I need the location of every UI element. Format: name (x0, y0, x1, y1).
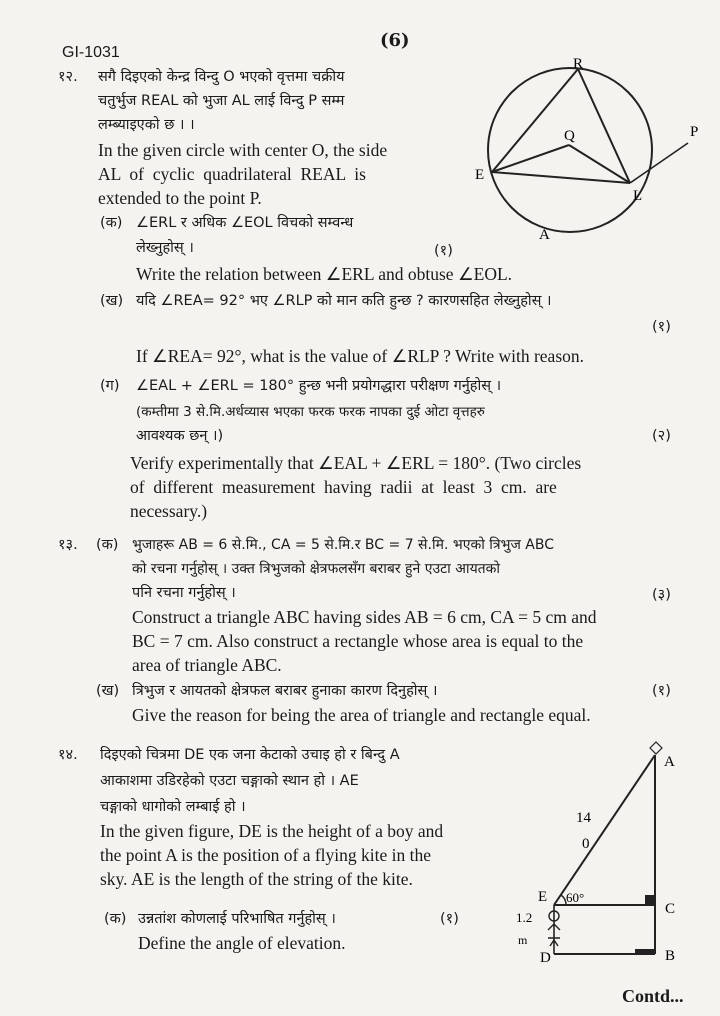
extension-lp (630, 143, 688, 183)
part-label: (ग) (100, 378, 120, 394)
label-b: B (665, 948, 676, 964)
paper-code: GI-1031 (62, 44, 120, 61)
marks: (१) (652, 683, 671, 699)
q13b-np: त्रिभुज र आयतको क्षेत्रफल बराबर हुनाका कारण दिनुहोस् । (132, 683, 438, 699)
q12b-np: यदि ∠REA= 92° भए ∠RLP को मान कति हुन्छ ? कारणसहित लेख्नुहोस् । (136, 293, 552, 309)
q12c-np: (कम्तीमा 3 से.मि.अर्धव्यास भएका फरक फरक नापका दुई ओटा वृत्तहरु (136, 404, 485, 420)
q12c-np: आवश्यक छन् ।) (136, 428, 224, 444)
q12-en-line: AL of cyclic quadrilateral REAL is (98, 164, 366, 184)
q13a-np: पनि रचना गर्नुहोस् । (132, 585, 236, 601)
label-angle: 60° (566, 890, 585, 905)
question-number: १३. (58, 537, 78, 553)
label-unit: m (518, 933, 528, 947)
label-length: 14 (576, 810, 591, 826)
label-a: A (664, 754, 675, 770)
q12c-en: Verify experimentally that ∠EAL + ∠ERL = 180°. (Two circles (130, 453, 582, 473)
q13a-en: area of triangle ABC. (132, 655, 282, 675)
q13b-en: Give the reason for being the area of triangle and rectangle equal. (132, 705, 591, 725)
kite-icon (650, 742, 662, 754)
q14-en: sky. AE is the length of the string of the kite. (100, 869, 413, 889)
part-label: (क) (96, 537, 119, 553)
marks: (१) (440, 911, 459, 927)
marks: (१) (434, 243, 453, 259)
marks: (२) (652, 428, 671, 444)
q12-en-line: In the given circle with center O, the side (98, 140, 388, 160)
label-r: R (573, 56, 584, 72)
question-number: १४. (58, 747, 78, 763)
label-d: D (540, 950, 551, 966)
part-label: (ख) (100, 293, 124, 309)
right-angle-b (635, 949, 655, 954)
marks: (३) (652, 587, 671, 603)
q14a-en: Define the angle of elevation. (138, 933, 346, 953)
q12-en-line: extended to the point P. (98, 188, 262, 208)
q14-np: चङ्गाको धागोको लम्बाई हो । (100, 799, 246, 815)
q12a-np: लेख्नुहोस् । (136, 240, 194, 256)
q12a-np: ∠ERL र अधिक ∠EOL विचको सम्वन्ध (136, 215, 354, 231)
q14a-np: उन्नतांश कोणलाई परिभाषित गर्नुहोस् । (138, 911, 336, 927)
label-c: C (665, 901, 676, 917)
q12a-en: Write the relation between ∠ERL and obtuse ∠EOL. (136, 264, 513, 284)
label-l: L (633, 188, 643, 204)
label-q: Q (564, 128, 575, 144)
q12b-en: If ∠REA= 92°, what is the value of ∠RLP ? Write with reason. (136, 346, 585, 366)
side-el (492, 172, 630, 183)
q12-np-line: चतुर्भुज REAL को भुजा AL लाई विन्दु P सम्म (98, 93, 345, 109)
q12c-en: necessary.) (130, 501, 208, 521)
circle (488, 68, 652, 232)
right-angle-c (645, 895, 655, 905)
marks: (१) (652, 319, 671, 335)
part-label: (ख) (96, 683, 120, 699)
label-zero: 0 (582, 836, 590, 852)
label-a: A (539, 227, 550, 243)
q13a-np: को रचना गर्नुहोस् । उक्त त्रिभुजको क्षेत्रफलसँग बराबर हुने एउटा आयतको (132, 561, 501, 577)
q12-np-line: लम्ब्याइएको छ । । (98, 117, 195, 133)
label-p: P (690, 124, 699, 140)
q13a-en: BC = 7 cm. Also construct a rectangle whose area is equal to the (132, 631, 584, 651)
q14-en: In the given figure, DE is the height of a boy and (100, 821, 444, 841)
part-label: (क) (104, 911, 127, 927)
continued-label: Contd... (622, 986, 684, 1006)
q12c-np: ∠EAL + ∠ERL = 180° हुन्छ भनी प्रयोगद्धारा परीक्षण गर्नुहोस् । (136, 378, 502, 394)
q13a-np: भुजाहरू AB = 6 से.मि., CA = 5 से.मि.र BC = 7 से.मि. भएको त्रिभुज ABC (132, 537, 555, 553)
part-label: (क) (100, 215, 123, 231)
q12c-en: of different measurement having radii at least 3 cm. are (130, 477, 557, 497)
page-number: (6) (380, 30, 410, 51)
circle-figure (470, 50, 710, 250)
question-number: १२. (58, 69, 78, 85)
label-height: 1.2 (516, 910, 533, 925)
label-e: E (475, 167, 485, 183)
q12-np-line: सगै दिइएको केन्द्र विन्दु O भएको वृत्तमा चक्रीय (98, 69, 345, 85)
q14-np: दिइएको चित्रमा DE एक जना केटाको उचाइ हो र बिन्दु A (100, 747, 400, 763)
q13a-en: Construct a triangle ABC having sides AB = 6 cm, CA = 5 cm and (132, 607, 597, 627)
label-e: E (538, 889, 548, 905)
q14-np: आकाशमा उडिरहेको एउटा चङ्गाको स्थान हो । AE (100, 773, 359, 789)
q14-en: the point A is the position of a flying kite in the (100, 845, 432, 865)
kite-figure (510, 740, 710, 970)
string-ae (554, 755, 655, 905)
